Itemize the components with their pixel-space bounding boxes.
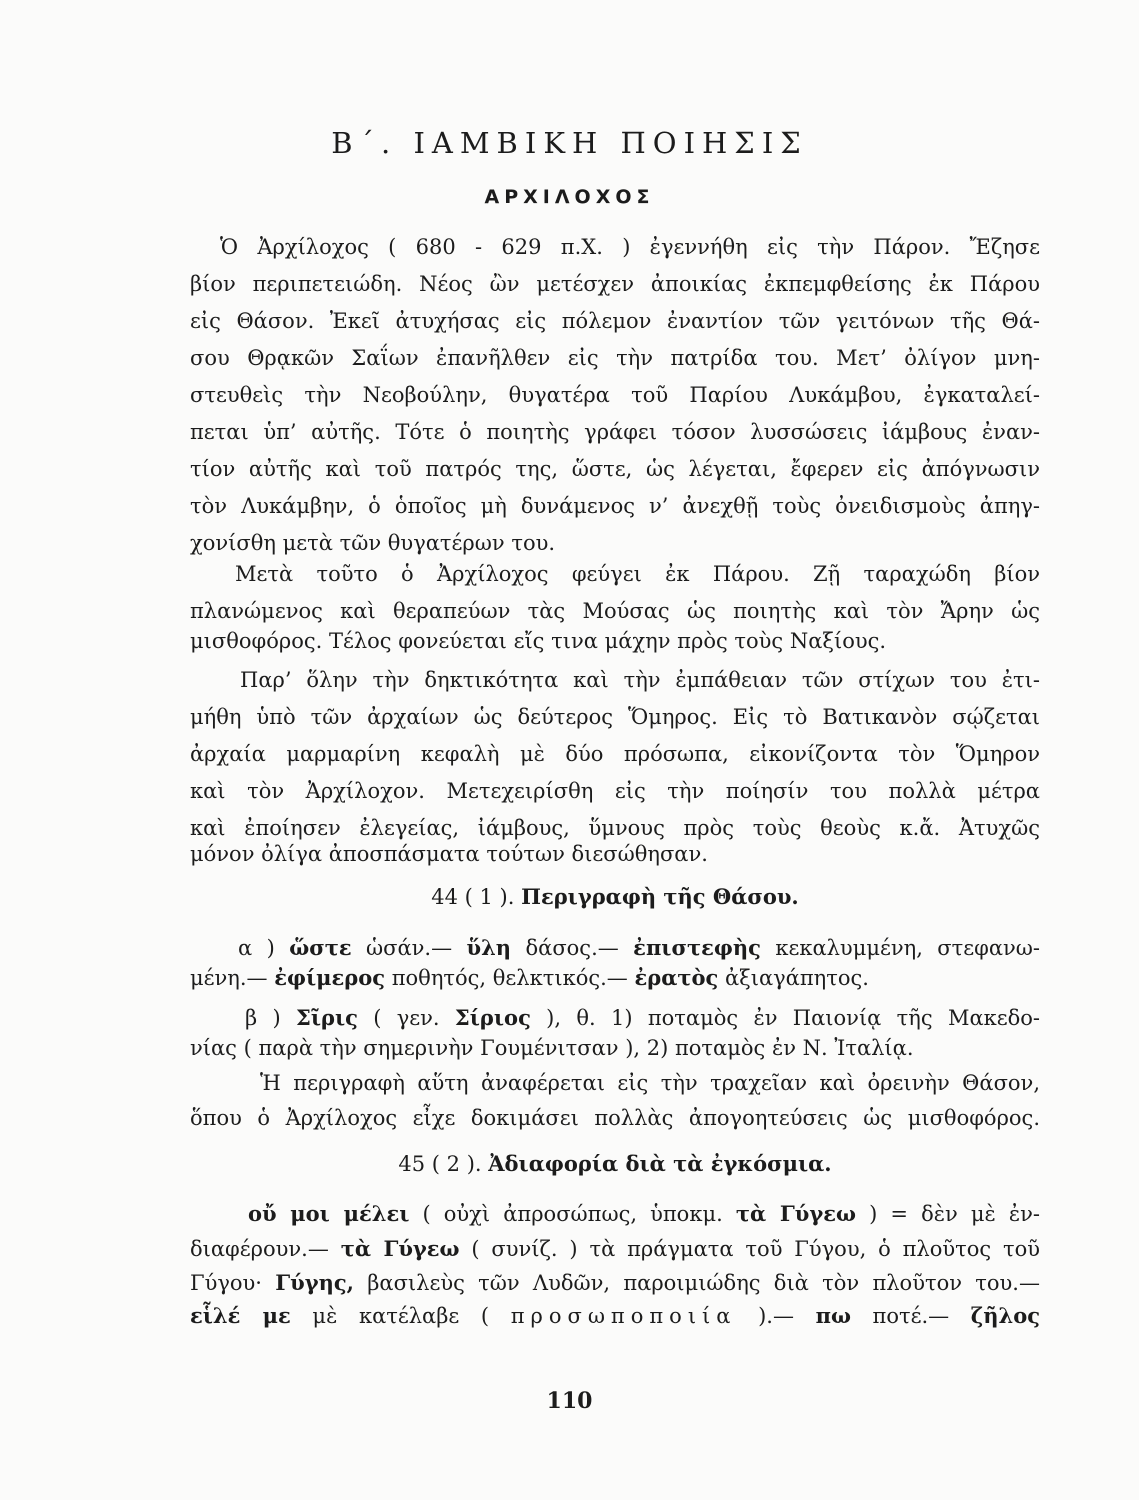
- text-line: ἀρχαία μαρμαρίνη κεφαλὴ μὲ δύο πρόσωπα, εἰκονίζοντα τὸν Ὅμηρον: [190, 742, 1040, 766]
- text-line: Ὁ Ἀρχίλοχος ( 680 - 629 π.Χ. ) ἐγεννήθη εἰς τὴν Πάρον. Ἔζησε: [220, 235, 1040, 259]
- gloss-term: ἐπιστεφὴς: [633, 935, 761, 960]
- gloss-text: ὡσάν.—: [351, 936, 453, 960]
- gloss-text: ἀξιαγάπητος.: [718, 966, 869, 990]
- text-line: Παρ’ ὅλην τὴν δηκτικότητα καὶ τὴν ἐμπάθειαν τῶν στίχων του ἐτι-: [240, 668, 1040, 692]
- gloss-term: πω: [815, 1303, 851, 1328]
- section-number: 44 ( 1 ).: [431, 885, 515, 909]
- section-title: Περιγραφὴ τῆς Θάσου.: [521, 884, 799, 909]
- text-line: σου Θρᾳκῶν Σαΐων ἐπανῆλθεν εἰς τὴν πατρίδα του. Μετ’ ὀλίγον μνη-: [190, 346, 1040, 370]
- text-line: στευθεὶς τὴν Νεοβούλην, θυγατέρα τοῦ Παρίου Λυκάμβου, ἐγκαταλεί-: [190, 383, 1040, 407]
- section-heading-45: [190, 1150, 1040, 1178]
- gloss-label: β ): [245, 1006, 296, 1030]
- text-line: πεται ὑπ’ αὐτῆς. Τότε ὁ ποιητὴς γράφει τόσον λυσσώσεις ἰάμβους ἐναν-: [190, 420, 1040, 444]
- text-line: Μετὰ τοῦτο ὁ Ἀρχίλοχος φεύγει ἐκ Πάρου. Ζῇ ταραχώδη βίον: [235, 562, 1040, 586]
- gloss-text: βασιλεὺς τῶν Λυδῶν, παροιμιώδης διὰ τὸν πλοῦτον του.—: [353, 1271, 1040, 1295]
- text-line: μήθη ὑπὸ τῶν ἀρχαίων ὡς δεύτερος Ὅμηρος. Εἰς τὸ Βατικανὸν σῴζεται: [190, 705, 1040, 729]
- gloss-label: α ): [238, 936, 275, 960]
- text-line: Ἡ περιγραφὴ αὕτη ἀναφέρεται εἰς τὴν τραχεῖαν καὶ ὀρεινὴν Θάσον,: [260, 1071, 1040, 1095]
- gloss-term: Σῖρις: [295, 1005, 358, 1030]
- text-line: τὸν Λυκάμβην, ὁ ὁποῖος μὴ δυνάμενος ν’ ἀνεχθῇ τοὺς ὀνειδισμοὺς ἀπηγ-: [190, 494, 1040, 518]
- gloss-line: [190, 1302, 1040, 1330]
- gloss-text: ).—: [736, 1304, 816, 1328]
- gloss-text: ), θ. 1) ποταμὸς ἐν Παιονίᾳ τῆς Μακεδο-: [530, 1006, 1041, 1030]
- gloss-term: ἐφίμερος: [274, 965, 386, 990]
- text-line: εἰς Θάσον. Ἐκεῖ ἀτυχήσας εἰς πόλεμον ἐναντίον τῶν γειτόνων τῆς Θά-: [190, 309, 1040, 333]
- gloss-term: ζῆλος: [970, 1303, 1041, 1328]
- text-line: τίον αὐτῆς καὶ τοῦ πατρός της, ὥστε, ὡς λέγεται, ἔφερεν εἰς ἀπόγνωσιν: [190, 457, 1040, 481]
- gloss-line: [190, 1004, 1040, 1032]
- text-line: καὶ ἐποίησεν ἐλεγείας, ἰάμβους, ὕμνους πρὸς τοὺς θεοὺς κ.ἄ. Ἀτυχῶς: [190, 816, 1040, 840]
- text-line: πλανώμενος καὶ θεραπεύων τὰς Μούσας ὡς ποιητὴς καὶ τὸν Ἄρην ὡς: [190, 599, 1040, 623]
- gloss-term: ὥστε: [289, 935, 352, 960]
- gloss-text: ( συνίζ. ) τὰ πράγματα τοῦ Γύγου, ὁ πλοῦτος τοῦ: [459, 1237, 1040, 1261]
- spaced-text: προσωποποιία: [510, 1304, 737, 1328]
- gloss-term: Σίριος: [454, 1005, 531, 1030]
- gloss-text: ποθητός, θελκτικός.—: [385, 966, 635, 990]
- gloss-term: οὔ μοι μέλει: [248, 1201, 410, 1226]
- gloss-text: μὲ κατέλαβε (: [290, 1304, 511, 1328]
- gloss-term: ὕλη: [466, 935, 512, 960]
- gloss-text: ( οὐχὶ ἀπροσώπως, ὑποκμ.: [409, 1202, 736, 1226]
- section-heading-44: [190, 883, 1040, 911]
- gloss-term: τὰ Γύγεω: [735, 1201, 857, 1226]
- gloss-line: [190, 1269, 1040, 1297]
- gloss-text: ( γεν.: [357, 1006, 455, 1030]
- text-line: χονίσθη μετὰ τῶν θυγατέρων του.: [190, 531, 556, 555]
- text-line: ὅπου ὁ Ἀρχίλοχος εἶχε δοκιμάσει πολλὰς ἀπογοητεύσεις ὡς μισθοφόρος.: [190, 1106, 1040, 1130]
- text-line: μισθοφόρος. Τέλος φονεύεται εἴς τινα μάχην πρὸς τοὺς Ναξίους.: [190, 629, 887, 653]
- page-number: 110: [546, 1388, 593, 1414]
- gloss-text: διαφέρουν.—: [190, 1237, 341, 1261]
- gloss-text: μένη.—: [190, 966, 275, 990]
- text-line: μόνον ὀλίγα ἀποσπάσματα τούτων διεσώθησαν.: [190, 842, 708, 866]
- section-title: Ἀδιαφορία διὰ τὰ ἐγκόσμια.: [488, 1151, 832, 1176]
- gloss-text: κεκαλυμμένη, στεφανω-: [760, 936, 1041, 960]
- gloss-text: ποτέ.—: [850, 1304, 971, 1328]
- section-number: 45 ( 2 ).: [398, 1152, 482, 1176]
- gloss-term: ἐρατὸς: [634, 965, 719, 990]
- gloss-term: εἷλέ με: [190, 1303, 291, 1328]
- chapter-title: Β΄. ΙΑΜΒΙΚΗ ΠΟΙΗΣΙΣ: [331, 126, 808, 160]
- gloss-line: [190, 1235, 1040, 1263]
- gloss-text: δάσος.—: [511, 936, 619, 960]
- text-line: βίον περιπετειώδη. Νέος ὢν μετέσχεν ἀποικίας ἐκπεμφθείσης ἐκ Πάρου: [190, 272, 1040, 296]
- gloss-term: Γύγης,: [275, 1270, 354, 1295]
- text-line: καὶ τὸν Ἀρχίλοχον. Μετεχειρίσθη εἰς τὴν ποίησίν του πολλὰ μέτρα: [190, 779, 1040, 803]
- gloss-text: Γύγου·: [190, 1271, 276, 1295]
- gloss-line: [190, 964, 1040, 992]
- gloss-text: ) = δὲν μὲ ἐν-: [856, 1202, 1041, 1226]
- gloss-line: [190, 1200, 1040, 1228]
- gloss-line: νίας ( παρὰ τὴν σημερινὴν Γουμένιτσαν ), 2) ποταμὸς ἐν Ν. Ἰταλίᾳ.: [190, 1036, 914, 1060]
- gloss-line: [190, 934, 1040, 962]
- gloss-term: τὰ Γύγεω: [340, 1236, 460, 1261]
- section-subtitle: ΑΡΧΙΛΟΧΟΣ: [484, 186, 655, 208]
